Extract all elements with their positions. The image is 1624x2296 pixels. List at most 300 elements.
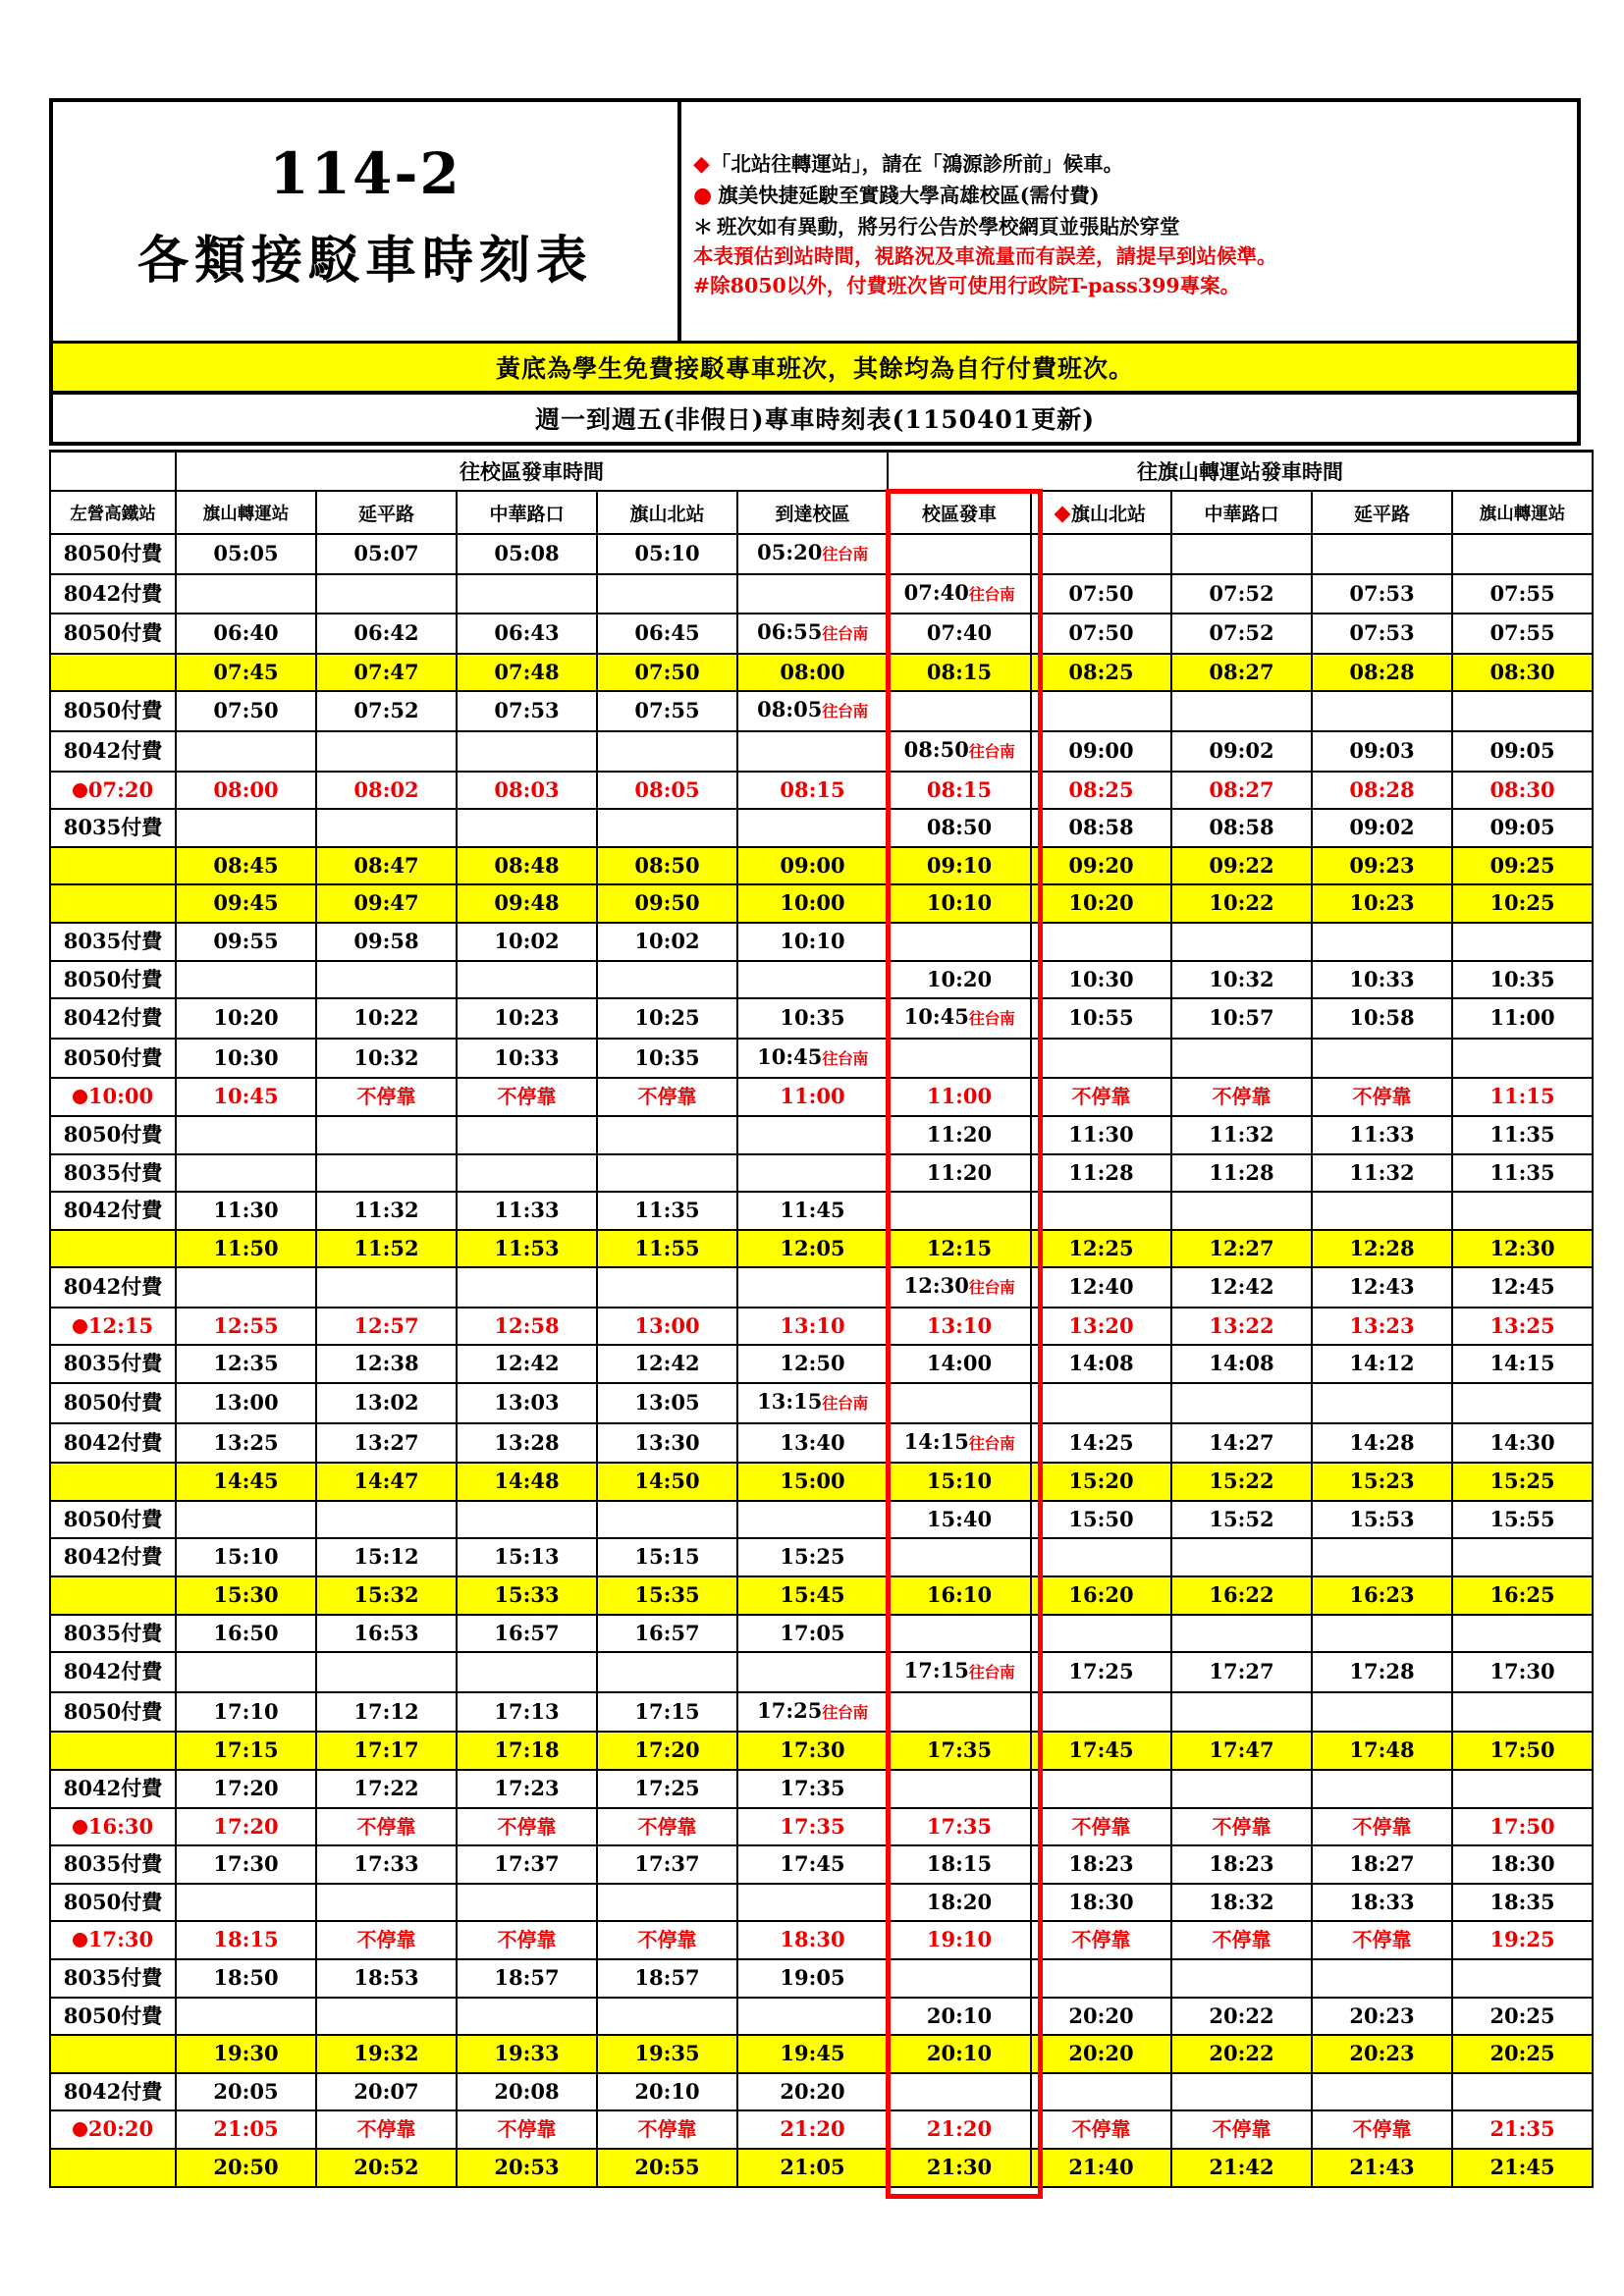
time-value: 11:33: [494, 1198, 560, 1223]
time-value: 21:35: [1489, 2116, 1555, 2142]
time-cell: [457, 1884, 597, 1922]
time-value: 14:00: [926, 1351, 993, 1376]
time-value: 07:55: [1489, 580, 1555, 606]
time-cell: [176, 1463, 316, 1501]
note-text: 本表預估到站時間，視路況及車流量而有誤差，請提早到站候準。: [693, 243, 1277, 268]
time-value: 07:53: [1349, 620, 1415, 646]
time-value: 10:30: [1068, 966, 1134, 991]
time-cell: [737, 1770, 888, 1808]
time-cell: [1031, 654, 1171, 692]
time-cell: [737, 923, 888, 961]
time-cell: [1031, 1732, 1171, 1770]
header-note-2: [693, 180, 1567, 211]
time-value: 19:45: [780, 2041, 845, 2066]
time-cell: [1031, 534, 1171, 574]
time-value: 10:35: [1489, 966, 1555, 991]
time-cell: [176, 1732, 316, 1770]
column-header-1: [176, 491, 316, 534]
time-cell: [1452, 1501, 1593, 1539]
route-label-cell: [50, 1845, 176, 1884]
time-cell: [1031, 2149, 1171, 2187]
table-row: [50, 1078, 1593, 1116]
circle-marker-icon: [73, 1090, 87, 1104]
time-value: 18:32: [1209, 1889, 1274, 1914]
time-cell: [457, 1808, 597, 1846]
time-cell: [1031, 847, 1171, 885]
table-row: [50, 923, 1593, 961]
time-cell: [1171, 1538, 1312, 1576]
time-cell: [316, 1921, 457, 1959]
time-cell: [1452, 2073, 1593, 2111]
time-cell: [1171, 1998, 1312, 2036]
time-value: 11:20: [926, 1159, 993, 1185]
time-value: 10:55: [1068, 1005, 1134, 1031]
time-cell: [1171, 1615, 1312, 1653]
time-cell: [737, 2110, 888, 2149]
time-value: 13:00: [213, 1390, 279, 1415]
time-value: 13:20: [1068, 1312, 1134, 1338]
time-cell: [1171, 1463, 1312, 1501]
time-cell: [316, 1808, 457, 1846]
time-cell: [316, 1423, 457, 1464]
time-cell: [888, 2073, 1031, 2111]
time-cell: [176, 809, 316, 847]
destination-note: 往台南: [822, 1048, 868, 1068]
time-cell: [1171, 1078, 1312, 1116]
time-cell: [1452, 1692, 1593, 1733]
time-cell: [1031, 1463, 1171, 1501]
table-row: [50, 574, 1593, 614]
time-value: 09:47: [353, 890, 419, 916]
time-value: 09:05: [1489, 815, 1555, 840]
table-row: [50, 1383, 1593, 1423]
time-cell: [737, 1039, 888, 1079]
time-value: 11:45: [780, 1198, 845, 1223]
time-cell: [888, 654, 1031, 692]
time-cell: [1452, 1078, 1593, 1116]
time-cell: [316, 614, 457, 654]
time-cell: [316, 1078, 457, 1116]
time-value: 05:10: [634, 541, 700, 565]
time-cell: [316, 2035, 457, 2073]
time-cell: [316, 1576, 457, 1615]
time-value: 18:30: [1068, 1889, 1134, 1914]
time-cell: [457, 1230, 597, 1268]
time-cell: [737, 1308, 888, 1346]
no-stop-label: 不停靠: [1212, 2117, 1272, 2142]
time-cell: [457, 1345, 597, 1383]
table-row: [50, 1154, 1593, 1193]
time-value: 16:53: [353, 1620, 419, 1645]
time-value: 10:45: [903, 1004, 969, 1030]
time-cell: [737, 1501, 888, 1539]
time-value: 17:12: [353, 1698, 419, 1724]
time-value: 17:30: [1489, 1659, 1555, 1684]
time-value: 16:57: [494, 1620, 560, 1645]
table-row: [50, 1039, 1593, 1079]
time-value: 12:15: [926, 1235, 993, 1260]
time-cell: [1312, 1615, 1452, 1653]
time-value: 10:22: [353, 1005, 419, 1031]
table-row: [50, 2073, 1593, 2111]
time-cell: [176, 2149, 316, 2187]
time-value: 19:05: [780, 1964, 845, 1990]
column-header-10: [1452, 491, 1593, 534]
time-cell: [597, 1267, 737, 1308]
time-value: 08:02: [353, 776, 419, 802]
time-cell: [316, 534, 457, 574]
route-label-cell: [50, 1732, 176, 1770]
time-value: 12:45: [1489, 1274, 1555, 1300]
table-row: [50, 1576, 1593, 1615]
time-cell: [1031, 1230, 1171, 1268]
time-value: 14:45: [213, 1468, 279, 1494]
time-cell: [1171, 809, 1312, 847]
time-cell: [176, 1154, 316, 1193]
time-cell: [176, 534, 316, 574]
free-shuttle-banner: 黃底為學生免費接駁專車班次，其餘均為自行付費班次。: [49, 344, 1581, 395]
time-cell: [737, 2073, 888, 2111]
time-cell: [316, 847, 457, 885]
table-row: [50, 1463, 1593, 1501]
time-cell: [737, 1808, 888, 1846]
time-cell: [457, 691, 597, 731]
time-value: 11:20: [926, 1121, 993, 1147]
time-value: 08:00: [780, 659, 845, 684]
time-cell: [1452, 1463, 1593, 1501]
route-label-cell: [50, 1615, 176, 1653]
time-cell: [1452, 1652, 1593, 1692]
time-cell: [176, 2110, 316, 2149]
time-cell: [597, 2035, 737, 2073]
time-cell: [888, 1845, 1031, 1884]
time-value: 19:10: [926, 1927, 993, 1952]
table-row: [50, 1770, 1593, 1808]
time-cell: [1452, 847, 1593, 885]
time-value: 16:20: [1068, 1582, 1134, 1608]
time-cell: [737, 1154, 888, 1193]
time-value: 08:50: [903, 736, 969, 762]
time-cell: [176, 1808, 316, 1846]
time-cell: [1171, 961, 1312, 999]
table-row: [50, 1230, 1593, 1268]
time-value: 19:33: [494, 2041, 560, 2066]
time-cell: [597, 1652, 737, 1692]
route-label: 8035付費: [63, 1851, 163, 1877]
route-label-cell: [50, 1308, 176, 1346]
time-value: 08:27: [1209, 776, 1274, 802]
time-cell: [457, 1116, 597, 1154]
time-cell: [737, 1345, 888, 1383]
time-cell: [1452, 772, 1593, 810]
no-stop-label: 不停靠: [1352, 1814, 1412, 1839]
time-cell: [1312, 1423, 1452, 1464]
route-label: 8042付費: [63, 1429, 163, 1455]
time-value: 17:20: [213, 1776, 279, 1800]
time-cell: [597, 691, 737, 731]
table-row: [50, 1998, 1593, 2036]
time-value: 10:25: [634, 1005, 700, 1031]
time-cell: [1312, 1576, 1452, 1615]
column-header-label: 延平路: [1354, 503, 1411, 525]
time-cell: [1452, 1383, 1593, 1423]
time-value: 19:32: [353, 2041, 419, 2066]
time-value: 07:50: [634, 659, 700, 684]
time-value: 12:42: [634, 1351, 700, 1376]
time-cell: [1312, 1267, 1452, 1308]
route-label: 8035付費: [63, 1620, 163, 1645]
no-stop-label: 不停靠: [637, 2117, 697, 2142]
time-cell: [1171, 1652, 1312, 1692]
time-cell: [737, 1884, 888, 1922]
time-cell: [888, 1615, 1031, 1653]
time-cell: [457, 884, 597, 923]
route-label-cell: [50, 1884, 176, 1922]
time-cell: [888, 2110, 1031, 2149]
time-cell: [1452, 1154, 1593, 1193]
time-cell: [597, 731, 737, 772]
table-row: [50, 654, 1593, 692]
time-value: 06:43: [494, 620, 560, 646]
time-cell: [1312, 614, 1452, 654]
time-cell: [597, 884, 737, 923]
time-value: 17:25: [757, 1697, 823, 1723]
time-value: 07:20: [87, 776, 154, 802]
time-cell: [1031, 1501, 1171, 1539]
timetable-sheet: [49, 98, 1581, 2188]
route-label: 8035付費: [63, 815, 163, 840]
time-cell: [176, 961, 316, 999]
time-cell: [1171, 2073, 1312, 2111]
destination-note: 往台南: [968, 1663, 1015, 1682]
time-cell: [457, 961, 597, 999]
route-label: 8042付費: [63, 737, 163, 763]
circle-marker-icon: [73, 1933, 87, 1948]
time-value: 12:30: [1489, 1235, 1555, 1260]
time-cell: [737, 1732, 888, 1770]
time-value: 17:20: [213, 1813, 279, 1839]
destination-note: 往台南: [968, 741, 1015, 761]
time-value: 17:25: [1068, 1659, 1134, 1684]
time-cell: [1171, 1845, 1312, 1884]
time-cell: [176, 1423, 316, 1464]
time-cell: [1452, 2035, 1593, 2073]
time-value: 07:53: [1349, 580, 1415, 606]
time-value: 11:50: [213, 1235, 279, 1260]
time-value: 12:40: [1068, 1274, 1134, 1300]
time-value: 20:50: [213, 2154, 279, 2179]
time-cell: [597, 1345, 737, 1383]
note-text: #除8050以外，付費班次皆可使用行政院T-pass399專案。: [693, 274, 1241, 298]
time-cell: [597, 961, 737, 999]
route-label: 8042付費: [63, 1005, 163, 1031]
no-stop-label: 不停靠: [356, 1814, 416, 1839]
time-cell: [888, 2149, 1031, 2187]
time-cell: [737, 1383, 888, 1423]
time-cell: [1171, 847, 1312, 885]
time-cell: [737, 1078, 888, 1116]
route-label-cell: [50, 884, 176, 923]
time-value: 08:05: [757, 697, 823, 722]
time-value: 21:30: [926, 2154, 993, 2179]
time-cell: [1312, 1154, 1452, 1193]
time-cell: [1031, 1267, 1171, 1308]
time-cell: [1452, 1192, 1593, 1230]
time-value: 12:43: [1349, 1274, 1415, 1300]
time-cell: [316, 1308, 457, 1346]
time-value: 17:15: [634, 1698, 700, 1724]
time-cell: [597, 574, 737, 614]
time-cell: [457, 2149, 597, 2187]
table-row: [50, 691, 1593, 731]
time-cell: [1031, 1808, 1171, 1846]
time-cell: [176, 1538, 316, 1576]
time-cell: [316, 1501, 457, 1539]
time-value: 17:23: [494, 1776, 560, 1800]
time-cell: [1031, 884, 1171, 923]
time-cell: [457, 1652, 597, 1692]
table-row: [50, 1692, 1593, 1733]
time-cell: [1031, 691, 1171, 731]
route-label: 8050付費: [63, 2002, 163, 2028]
time-cell: [176, 1345, 316, 1383]
time-cell: [597, 2149, 737, 2187]
route-label: 8042付費: [63, 1544, 163, 1570]
time-value: 19:35: [634, 2041, 700, 2066]
time-value: 21:20: [926, 2116, 993, 2142]
time-cell: [1171, 1383, 1312, 1423]
time-cell: [1452, 1538, 1593, 1576]
time-value: 13:23: [1349, 1312, 1415, 1338]
note-text: 班次如有異動，將另行公告於學校網頁並張貼於穿堂: [717, 214, 1180, 239]
time-cell: [1031, 1884, 1171, 1922]
time-cell: [737, 1230, 888, 1268]
time-value: 09:05: [1489, 737, 1555, 763]
time-cell: [1171, 1921, 1312, 1959]
time-value: 16:25: [1489, 1582, 1555, 1608]
table-row: [50, 731, 1593, 772]
time-cell: [176, 1308, 316, 1346]
time-value: 06:55: [757, 619, 823, 645]
time-value: 12:35: [213, 1351, 279, 1376]
time-cell: [176, 1884, 316, 1922]
time-cell: [316, 1692, 457, 1733]
table-row: [50, 1808, 1593, 1846]
route-label: 8042付費: [63, 580, 163, 606]
time-cell: [597, 1845, 737, 1884]
time-value: 21:20: [780, 2116, 845, 2142]
time-cell: [1452, 923, 1593, 961]
no-stop-label: 不停靠: [1212, 1085, 1272, 1109]
time-cell: [1171, 2149, 1312, 2187]
time-cell: [457, 1692, 597, 1733]
time-value: 11:32: [1349, 1159, 1415, 1185]
route-label: 8042付費: [63, 2078, 163, 2104]
route-label-cell: [50, 1154, 176, 1193]
time-value: 18:23: [1209, 1851, 1274, 1877]
time-cell: [457, 1078, 597, 1116]
time-value: 08:58: [1068, 815, 1134, 840]
time-cell: [888, 1501, 1031, 1539]
time-cell: [888, 772, 1031, 810]
time-value: 11:52: [353, 1235, 419, 1260]
time-value: 17:30: [87, 1927, 154, 1952]
time-value: 08:30: [1489, 659, 1555, 684]
time-cell: [1312, 923, 1452, 961]
group-header-spacer: [50, 452, 176, 492]
time-value: 09:22: [1209, 852, 1274, 878]
time-cell: [1031, 961, 1171, 999]
circle-bullet-icon: ●: [693, 183, 713, 209]
time-value: 11:30: [1068, 1121, 1134, 1147]
time-cell: [457, 1267, 597, 1308]
route-label: 8050付費: [63, 1390, 163, 1415]
time-cell: [457, 1538, 597, 1576]
time-cell: [316, 772, 457, 810]
route-label-cell: [50, 534, 176, 574]
table-row: [50, 998, 1593, 1039]
route-label: 8050付費: [63, 966, 163, 991]
time-cell: [176, 731, 316, 772]
table-row: [50, 847, 1593, 885]
table-row: [50, 614, 1593, 654]
time-cell: [888, 1959, 1031, 1998]
route-label: 8042付費: [63, 1659, 163, 1684]
time-value: 18:50: [213, 1964, 279, 1990]
destination-note: 往台南: [822, 1394, 868, 1414]
time-cell: [737, 1267, 888, 1308]
table-row: [50, 1921, 1593, 1959]
time-cell: [176, 654, 316, 692]
destination-note: 往台南: [968, 1433, 1015, 1453]
time-cell: [1452, 998, 1593, 1039]
time-cell: [597, 1538, 737, 1576]
time-cell: [176, 2073, 316, 2111]
time-cell: [597, 1116, 737, 1154]
time-value: 10:58: [1349, 1005, 1415, 1031]
table-row: [50, 1538, 1593, 1576]
time-cell: [1171, 1116, 1312, 1154]
time-cell: [1031, 1770, 1171, 1808]
route-label-cell: [50, 1538, 176, 1576]
time-value: 15:10: [926, 1468, 993, 1494]
time-cell: [1171, 1959, 1312, 1998]
time-value: 10:32: [353, 1044, 419, 1070]
time-value: 14:30: [1489, 1429, 1555, 1455]
time-value: 12:27: [1209, 1235, 1274, 1260]
time-cell: [597, 654, 737, 692]
time-value: 20:23: [1349, 2041, 1415, 2066]
timetable: [49, 450, 1594, 2188]
time-value: 21:45: [1489, 2154, 1555, 2179]
time-cell: [1312, 1078, 1452, 1116]
time-value: 20:10: [926, 2041, 993, 2066]
time-cell: [597, 1078, 737, 1116]
column-header-3: [457, 491, 597, 534]
time-cell: [1452, 1039, 1593, 1079]
route-label: 8035付費: [63, 1351, 163, 1376]
destination-note: 往台南: [822, 545, 868, 563]
time-value: 08:50: [926, 815, 993, 840]
time-value: 12:50: [780, 1351, 845, 1376]
time-value: 17:33: [353, 1851, 419, 1877]
time-value: 17:35: [780, 1813, 845, 1839]
time-value: 16:10: [926, 1582, 993, 1608]
time-cell: [176, 772, 316, 810]
time-cell: [597, 1308, 737, 1346]
time-value: 21:42: [1209, 2154, 1274, 2179]
time-cell: [1452, 534, 1593, 574]
